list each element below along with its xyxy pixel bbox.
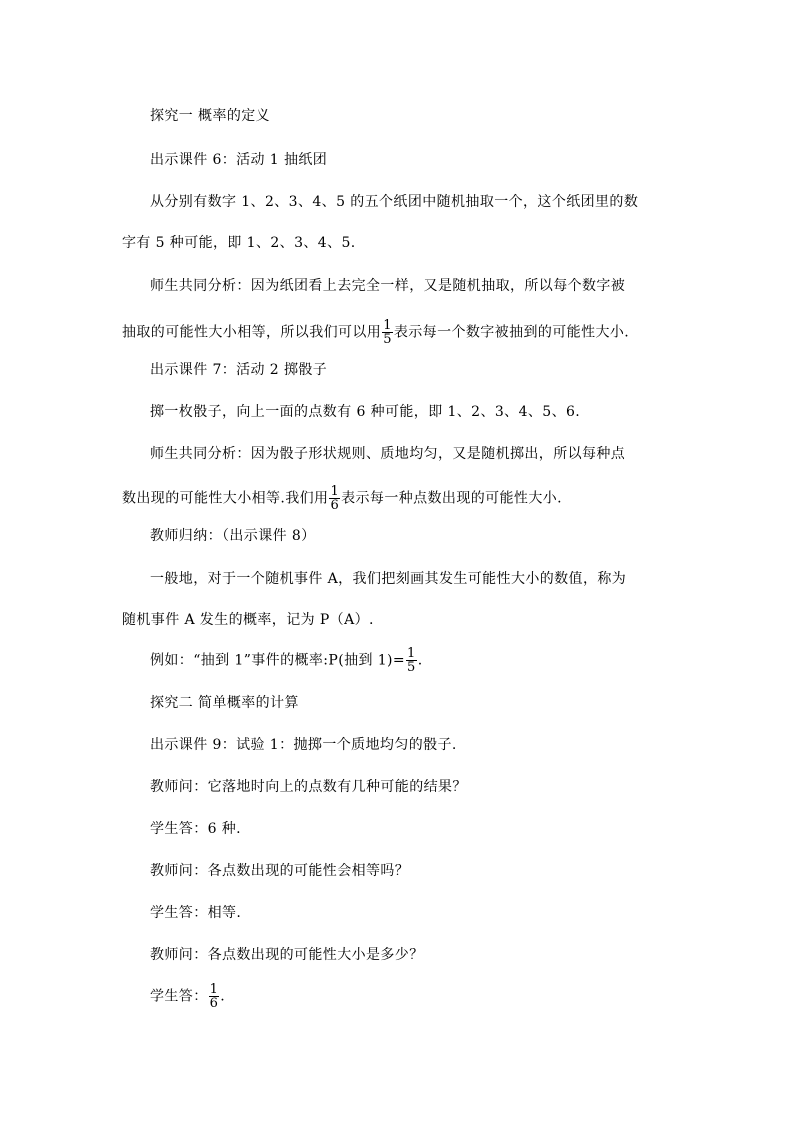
fraction-denominator: 6	[209, 996, 219, 1011]
teacher-summary-line: 教师归纳：（出示课件 8）	[150, 528, 316, 544]
fraction-one-sixth	[209, 983, 220, 1010]
activity1-paragraph-line2: 字有 5 种可能，即 1、2、3、4、5.	[122, 235, 356, 251]
student-answer-3	[150, 983, 225, 1010]
example-text-after-fraction: .	[417, 652, 423, 669]
analysis1-paragraph-line1: 师生共同分析：因为纸团看上去完全一样，又是随机抽取，所以每个数字被	[150, 278, 626, 294]
activity2-paragraph: 掷一枚骰子，向上一面的点数有 6 种可能，即 1、2、3、4、5、6.	[150, 404, 581, 420]
fraction-one-fifth	[406, 647, 417, 674]
fraction-numerator: 1	[209, 982, 219, 997]
analysis2-text-after-fraction: 表示每一种点数出现的可能性大小.	[341, 490, 562, 507]
teacher-question-3: 教师问：各点数出现的可能性大小是多少？	[150, 947, 424, 963]
student-answer-2: 学生答：相等.	[150, 905, 242, 921]
teacher-question-1: 教师问：它落地时向上的点数有几种可能的结果？	[150, 779, 467, 795]
student-answer-1: 学生答：6 种.	[150, 821, 242, 837]
answer3-text-before-fraction: 学生答：	[150, 988, 208, 1005]
courseware-9-line: 出示课件 9：试验 1：抛掷一个质地均匀的骰子.	[150, 737, 457, 753]
section-heading-2: 探究二 简单概率的计算	[150, 695, 299, 711]
analysis1-text-before-fraction: 抽取的可能性大小相等，所以我们可以用	[122, 324, 382, 341]
fraction-numerator: 1	[383, 318, 392, 333]
analysis1-text-after-fraction: 表示每一个数字被抽到的可能性大小.	[393, 324, 630, 341]
analysis2-paragraph-line1: 师生共同分析：因为骰子形状规则、质地均匀，又是随机掷出，所以每种点	[150, 446, 626, 462]
fraction-denominator: 5	[383, 332, 392, 347]
fraction-one-sixth	[329, 485, 340, 512]
definition-paragraph-line1: 一般地，对于一个随机事件 A，我们把刻画其发生可能性大小的数值，称为	[150, 571, 627, 587]
fraction-denominator: 6	[330, 498, 340, 513]
example-line	[150, 647, 423, 674]
teacher-question-2: 教师问：各点数出现的可能性会相等吗？	[150, 863, 410, 879]
section-heading-1: 探究一 概率的定义	[150, 108, 271, 124]
analysis1-paragraph-line2	[122, 319, 629, 346]
example-text-before-fraction: 例如：“抽到 1”事件的概率:P(抽到 1)=	[150, 652, 406, 669]
courseware-7-line: 出示课件 7：活动 2 掷骰子	[150, 362, 328, 378]
analysis2-paragraph-line2	[122, 485, 562, 512]
answer3-text-after-fraction: .	[220, 988, 226, 1005]
courseware-6-line: 出示课件 6：活动 1 抽纸团	[150, 152, 328, 168]
definition-paragraph-line2: 随机事件 A 发生的概率，记为 P（A）.	[122, 612, 374, 628]
fraction-denominator: 5	[407, 660, 416, 675]
analysis2-text-before-fraction: 数出现的可能性大小相等.我们用	[122, 490, 329, 507]
fraction-one-fifth	[382, 319, 393, 346]
activity1-paragraph-line1: 从分别有数字 1、2、3、4、5 的五个纸团中随机抽取一个，这个纸团里的数	[150, 194, 639, 210]
fraction-numerator: 1	[407, 646, 416, 661]
fraction-numerator: 1	[330, 484, 340, 499]
